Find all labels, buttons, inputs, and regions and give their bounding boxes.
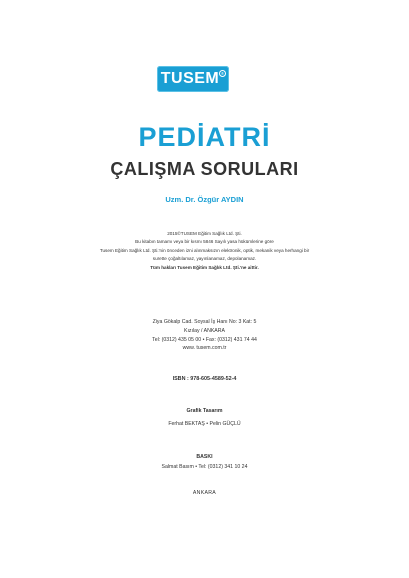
publication-city: ANKARA [192,490,217,496]
author-name: Uzm. Dr. Özgür AYDIN [165,195,244,204]
registered-mark-icon: ® [219,70,226,77]
logo-text: TUSEM [160,70,220,87]
copyright-line: Bu kitabın tamamı veya bir kısmı 5846 Sayılı yasa hükümlerine göre [135,239,274,245]
design-names: Ferhat BEKTAŞ • Pelin GÜÇLÜ [168,421,241,427]
print-details: Salmat Basım • Tel: (0312) 341 10 24 [161,464,248,470]
website-line: www. tusem.com.tr [182,345,227,352]
contact-line: Tel: (0312) 435 05 00 • Fax: (0312) 431 74 44 [152,336,257,343]
book-subtitle: ÇALIŞMA SORULARI [110,159,299,179]
tusem-logo [157,66,229,92]
copyright-block [0,230,409,272]
rights-notice: Tüm hakları Tusem Eğitim Sağlık Ltd. Şti.'ne aittir. [150,264,259,270]
copyright-line: Tusem Eğitim Sağlık Ltd. Şti.'nin önceden izni alınmaksızın elektronik, optik, mekanik veya herhangi bir [99,247,310,253]
design-heading: Grafik Tasarım [186,408,223,414]
book-title: PEDİATRİ [138,122,271,152]
copyright-line: surette çoğaltılamaz, yayınlanamaz, depolanamaz. [152,256,257,262]
address-block [0,318,409,353]
address-line: Kızılay / ANKARA [184,327,225,334]
isbn: ISBN : 978-605-4589-52-4 [172,376,237,382]
print-heading: BASKI [196,454,213,460]
address-line: Ziya Gökalp Cad. Soysal İş Hanı No: 3 Kat: 5 [152,319,257,325]
copyright-line: 2015©TUSEM Eğitim Sağlık Ltd. Şti. [167,231,242,236]
